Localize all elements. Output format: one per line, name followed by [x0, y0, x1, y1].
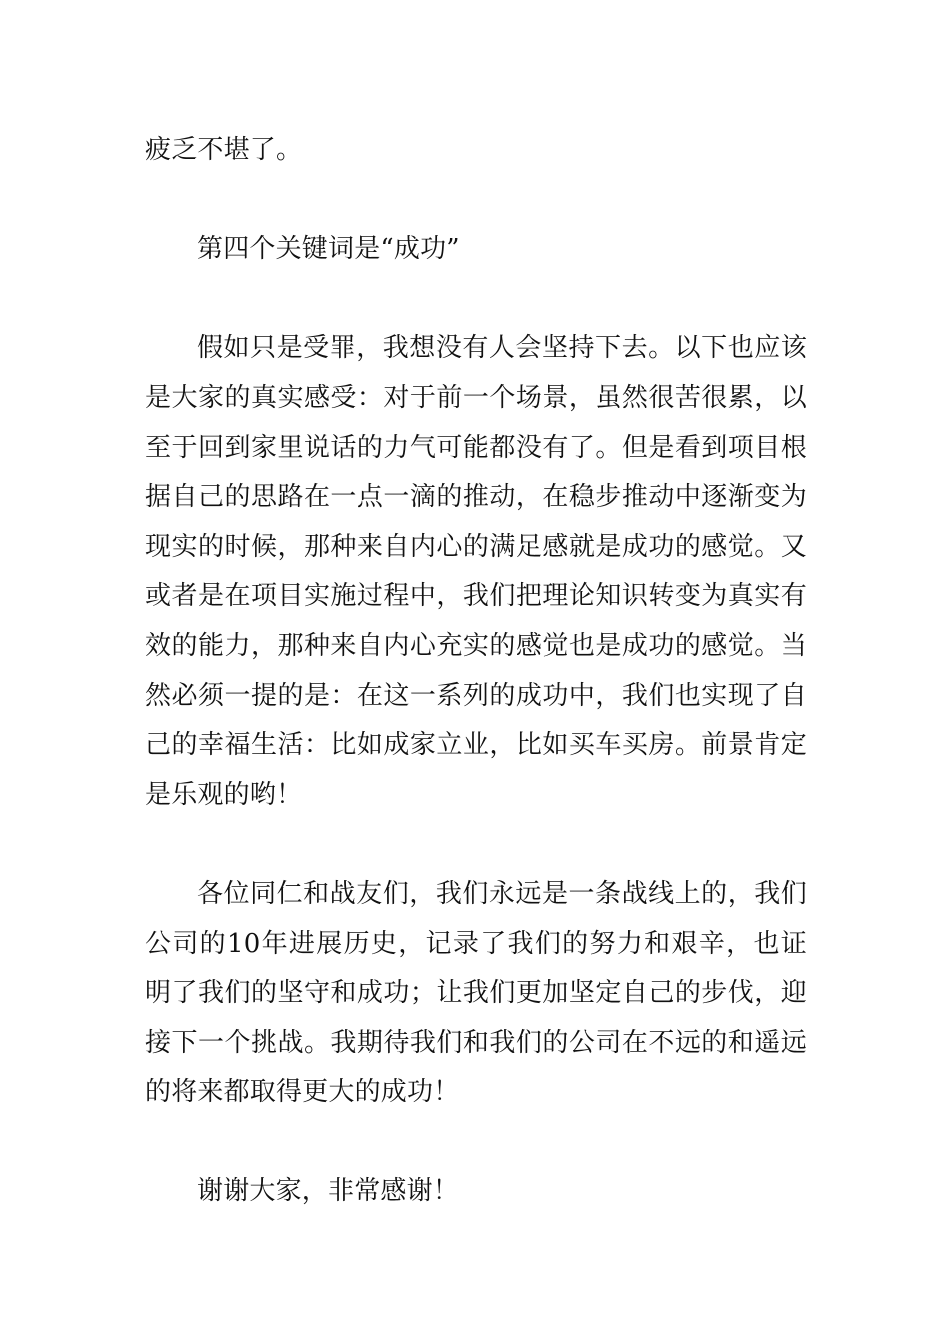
- paragraph-gap: [145, 820, 807, 870]
- paragraph-thanks: 谢谢大家，非常感谢！: [197, 1176, 460, 1207]
- paragraph-success: 假如只是受罪，我想没有人会坚持下去。以下也应该是大家的真实感受：对于前一个场景，虽然很苦很累，以至于回到家里说话的力气可能都没有了。但是看到项目根据自己的思路在一点一滴的推动，在稳步推动中逐渐变为现实的时候，那种来自内心的满足感就是成功的感觉。又或者是在项目实施过程中，我们把理论知识转变为真实有效的能力，那种来自内心充实的感觉也是成功的感觉。当然必须一提的是：在这一系列的成功中，我们也实现了自己的幸福生活：比如成家立业，比如买车买房。前景肯定是乐观的哟！: [145, 333, 807, 810]
- paragraph-colleagues: 各位同仁和战友们，我们永远是一条战线上的，我们公司的10年进展历史，记录了我们的努力和艰辛，也证明了我们的坚守和成功；让我们更加坚定自己的步伐，迎接下一个挑战。我期待我们和我们的公司在不远的和遥远的将来都取得更大的成功！: [145, 878, 807, 1108]
- document-body: [145, 126, 807, 1217]
- paragraph-gap: [145, 1118, 807, 1168]
- paragraph-gap: [145, 275, 807, 325]
- paragraph-continuation: 疲乏不堪了。: [145, 135, 303, 165]
- paragraph-heading-keyword: 第四个关键词是“成功”: [197, 234, 460, 265]
- paragraph-gap: [145, 176, 807, 226]
